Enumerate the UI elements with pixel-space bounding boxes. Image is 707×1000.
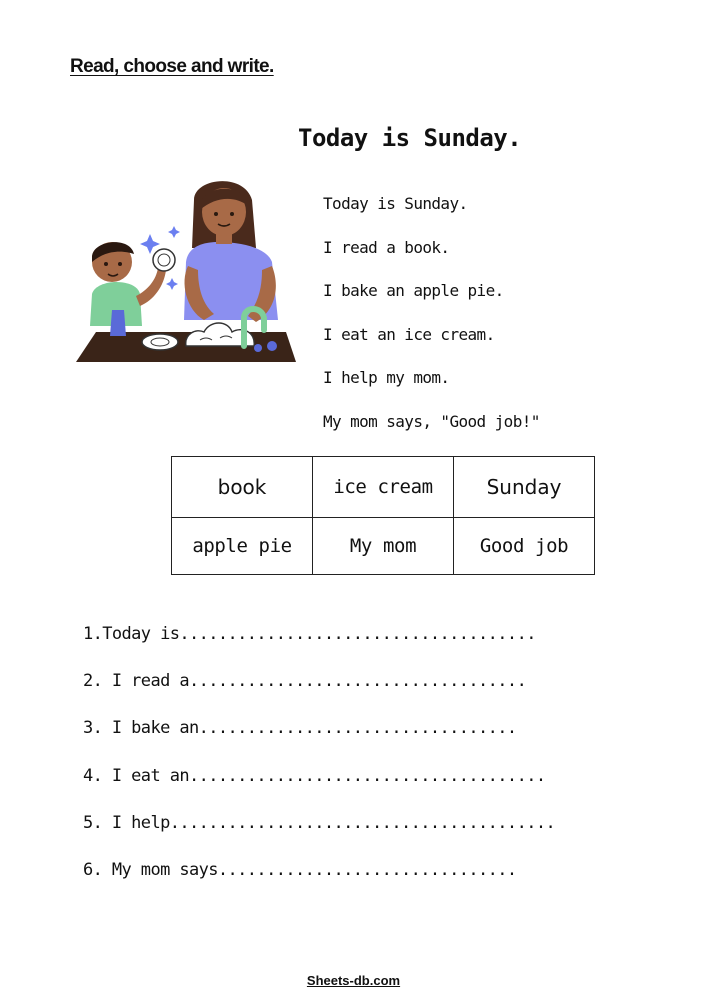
story-title: Today is Sunday. (298, 124, 522, 152)
story-line: I help my mom. (323, 368, 450, 388)
word-bank-cell: My mom (313, 518, 454, 575)
word-bank-cell: ice cream (313, 457, 454, 518)
question-line[interactable]: 3. I bake an................................. (83, 718, 517, 739)
story-line: I read a book. (323, 237, 450, 257)
question-line[interactable]: 5. I help........................................ (83, 812, 556, 833)
story-line: I eat an ice cream. (323, 324, 495, 344)
word-bank-cell: apple pie (172, 518, 313, 575)
word-bank-cell: book (172, 457, 313, 518)
question-line[interactable]: 2. I read a................................... (83, 671, 527, 692)
word-bank-row (172, 457, 595, 518)
question-line[interactable]: 1.Today is..................................... (83, 624, 536, 644)
word-bank-cell: Good job (454, 518, 595, 575)
story-line: My mom says, "Good job!" (323, 411, 540, 431)
word-bank-row (172, 518, 595, 575)
question-line[interactable]: 6. My mom says............................... (83, 859, 517, 880)
story-line: Today is Sunday. (323, 194, 468, 213)
word-bank-cell: Sunday (454, 457, 595, 518)
source-footer: Sheets-db.com (306, 973, 401, 988)
story-text (323, 192, 540, 454)
fill-in-questions (83, 622, 555, 905)
question-line[interactable]: 4. I eat an..................................... (83, 765, 546, 786)
instruction-heading: Read, choose and write. (70, 56, 274, 77)
story-line: I bake an apple pie. (323, 281, 504, 301)
mother-and-child-washing-dishes-icon (76, 170, 298, 366)
word-bank-table (171, 456, 595, 575)
